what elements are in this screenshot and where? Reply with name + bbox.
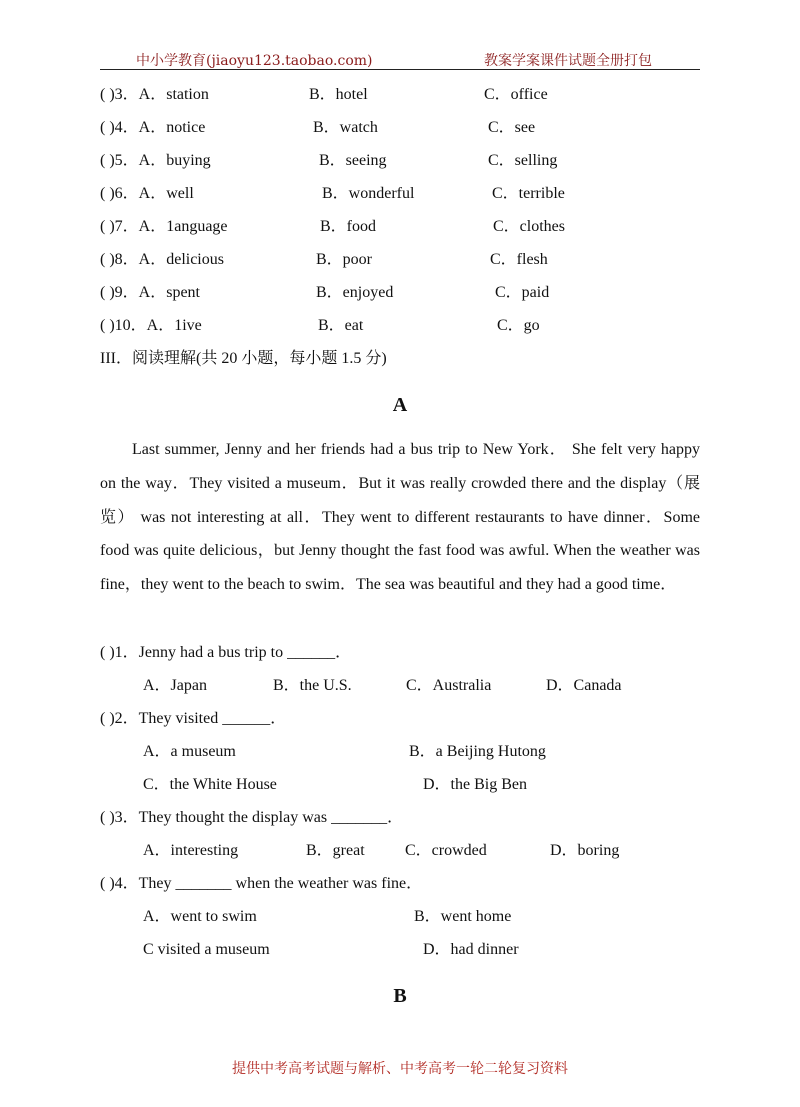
question-2-stem: ( )2．They visited ______． bbox=[100, 710, 287, 727]
cloze-item-9-option-c: C．paid bbox=[495, 284, 550, 301]
cloze-item-7-option-a: ( )7．A．1anguage bbox=[100, 218, 228, 235]
cloze-item-6-option-b: B．wonderful bbox=[322, 185, 415, 202]
question-2-option-a: A．a museum bbox=[143, 743, 236, 760]
cloze-item-5-option-b: B．seeing bbox=[319, 152, 387, 169]
cloze-item-3-option-c: C．office bbox=[484, 86, 548, 103]
question-3-option-c: C．crowded bbox=[405, 842, 487, 859]
question-1-option-d: D．Canada bbox=[546, 677, 622, 694]
question-4-option-c: C visited a museum bbox=[143, 941, 270, 958]
question-4-option-a: A．went to swim bbox=[143, 908, 257, 925]
cloze-item-10-option-b: B．eat bbox=[318, 317, 364, 334]
cloze-item-4-option-a: ( )4．A．notice bbox=[100, 119, 206, 136]
header-left-text: 中小学教育(jiaoyu123.taobao.com) bbox=[136, 53, 373, 69]
question-1-stem: ( )1．Jenny had a bus trip to ______． bbox=[100, 644, 352, 661]
question-3-option-b: B．great bbox=[306, 842, 365, 859]
cloze-item-5-option-c: C．selling bbox=[488, 152, 558, 169]
cloze-item-7-option-c: C．clothes bbox=[493, 218, 565, 235]
section-title: III．阅读理解(共 20 小题，每小题 1.5 分) bbox=[100, 350, 387, 367]
question-2-option-d: D．the Big Ben bbox=[423, 776, 527, 793]
question-2-option-c: C．the White House bbox=[143, 776, 277, 793]
question-3-option-d: D．boring bbox=[550, 842, 620, 859]
cloze-item-10-option-a: ( )10．A．1ive bbox=[100, 317, 202, 334]
cloze-item-8-option-b: B．poor bbox=[316, 251, 373, 268]
question-2-option-b: B．a Beijing Hutong bbox=[409, 743, 546, 760]
cloze-item-5-option-a: ( )5．A．buying bbox=[100, 152, 211, 169]
cloze-item-8-option-a: ( )8．A．delicious bbox=[100, 251, 224, 268]
header-right-text: 教案学案课件试题全册打包 bbox=[484, 53, 652, 69]
header-divider bbox=[100, 69, 700, 70]
cloze-item-4-option-c: C．see bbox=[488, 119, 536, 136]
passage-a-text: Last summer, Jenny and her friends had a bus trip to New York． She felt very happy on the way．They visited a museum．But it was really crowded there and the display（展览） was not interesting at all．They went to different restaurants to have dinner．Some food was quite delicious，but Jenny thought the fast food was awful. When the weather was fine，they went to the beach to swim．The sea was beautiful and they had a good time． bbox=[100, 441, 700, 594]
cloze-item-6-option-c: C．terrible bbox=[492, 185, 565, 202]
question-4-stem: ( )4．They _______ when the weather was fine． bbox=[100, 875, 423, 892]
question-1-option-b: B．the U.S. bbox=[273, 677, 352, 694]
cloze-item-9-option-b: B．enjoyed bbox=[316, 284, 394, 301]
question-4-option-b: B．went home bbox=[414, 908, 512, 925]
cloze-item-9-option-a: ( )9．A．spent bbox=[100, 284, 200, 301]
cloze-item-6-option-a: ( )6．A．well bbox=[100, 185, 194, 202]
question-4-option-d: D．had dinner bbox=[423, 941, 519, 958]
cloze-item-8-option-c: C．flesh bbox=[490, 251, 548, 268]
cloze-item-4-option-b: B．watch bbox=[313, 119, 378, 136]
cloze-item-7-option-b: B．food bbox=[320, 218, 377, 235]
passage-b-heading: B bbox=[393, 985, 407, 1007]
passage-a-heading: A bbox=[392, 394, 408, 416]
cloze-item-10-option-c: C．go bbox=[497, 317, 540, 334]
cloze-item-3-option-b: B．hotel bbox=[309, 86, 368, 103]
question-3-stem: ( )3．They thought the display was _______． bbox=[100, 809, 404, 826]
footer-text: 提供中考高考试题与解析、中考高考一轮二轮复习资料 bbox=[232, 1061, 568, 1077]
cloze-item-3-option-a: ( )3．A．station bbox=[100, 86, 209, 103]
question-1-option-c: C．Australia bbox=[406, 677, 492, 694]
question-3-option-a: A．interesting bbox=[143, 842, 239, 859]
question-1-option-a: A．Japan bbox=[143, 677, 207, 694]
